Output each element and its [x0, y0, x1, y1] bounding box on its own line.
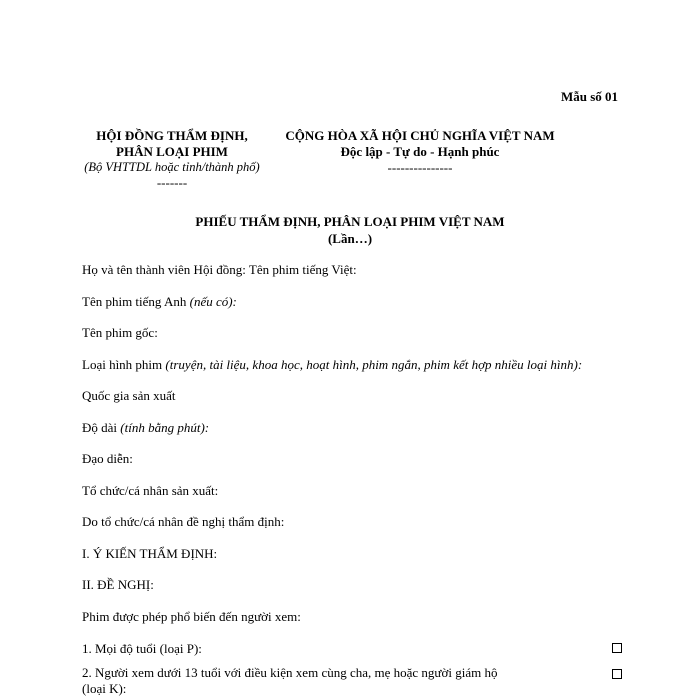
field-english-title [82, 292, 622, 324]
field-film-type-label: Loại hình phim [82, 356, 166, 372]
national-header [270, 128, 570, 176]
form-number: Mẫu số 01 [560, 89, 618, 104]
council-header [82, 128, 262, 191]
council-separator: ------- [156, 175, 188, 190]
field-member-and-vietnamese-title: Họ và tên thành viên Hội đồng: Tên phim tiếng Việt: [82, 262, 357, 277]
field-english-title-note: (nếu có): [189, 293, 237, 309]
allowed-audience-text: Phim được phép phổ biến đến người xem: [82, 608, 301, 624]
option-row-k [82, 665, 622, 697]
option-row-p [82, 641, 622, 665]
field-film-type-note: (truyện, tài liệu, khoa học, hoạt hình, phim ngắn, phim kết hợp nhiều loại hình): [165, 356, 583, 372]
field-english-title-label: Tên phim tiếng Anh [82, 293, 190, 309]
field-requester: Do tổ chức/cá nhân đề nghị thẩm định: [82, 514, 285, 529]
field-director: Đạo diễn: [82, 451, 133, 466]
field-producer: Tổ chức/cá nhân sản xuất: [82, 482, 219, 498]
option-k-label: 2. Người xem dưới 13 tuổi với điều kiện xem cùng cha, mẹ hoặc người giám hộ (loại K): [82, 664, 498, 696]
field-duration-note: (tính bằng phút): [120, 419, 210, 435]
field-film-type [82, 355, 622, 387]
document-title-line1: PHIẾU THẨM ĐỊNH, PHÂN LOẠI PHIM VIỆT NAM [195, 214, 505, 229]
section-proposal: II. ĐỀ NGHỊ: [82, 577, 154, 592]
field-duration-label: Độ dài [82, 419, 121, 435]
document-title [0, 213, 700, 247]
option-k-checkbox[interactable] [612, 669, 622, 679]
field-duration [82, 418, 622, 450]
field-country: Quốc gia sản xuất [82, 388, 176, 403]
option-p-checkbox[interactable] [612, 643, 622, 653]
council-name-line1: HỘI ĐỒNG THẨM ĐỊNH, [96, 128, 248, 143]
council-subtitle: (Bộ VHTTDL hoặc tỉnh/thành phố) [84, 160, 260, 174]
national-separator: --------------- [387, 160, 453, 175]
national-motto: Độc lập - Tự do - Hạnh phúc [340, 144, 500, 159]
national-title: CỘNG HÒA XÃ HỘI CHỦ NGHĨA VIỆT NAM [285, 128, 555, 143]
field-original-title: Tên phim gốc: [82, 325, 158, 340]
section-appraisal-opinion: I. Ý KIẾN THẨM ĐỊNH: [82, 545, 218, 561]
document-title-line2: (Lần…) [327, 231, 373, 246]
option-p-label: 1. Mọi độ tuổi (loại P): [82, 640, 202, 656]
form-fields [82, 260, 622, 697]
council-name-line2: PHÂN LOẠI PHIM [116, 144, 228, 159]
